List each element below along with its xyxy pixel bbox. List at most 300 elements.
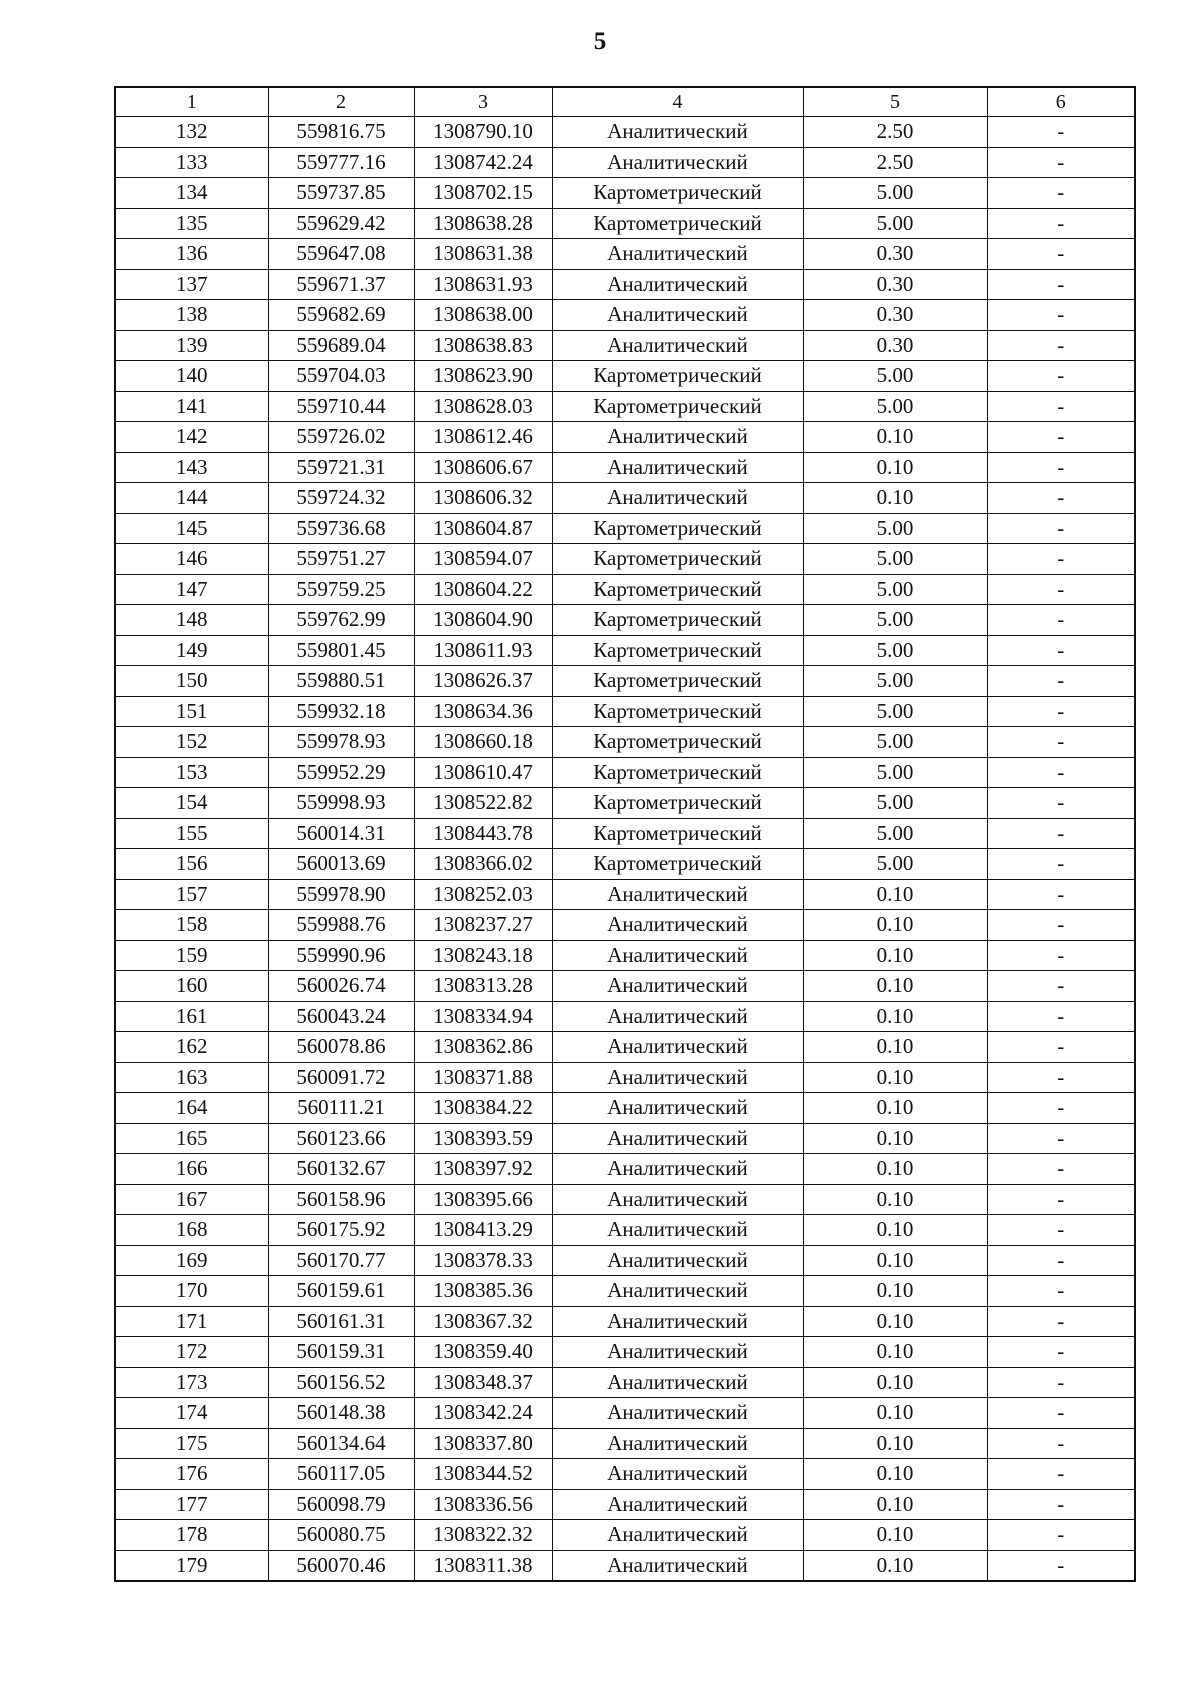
table-cell: -	[987, 1184, 1135, 1215]
table-row	[115, 696, 1135, 727]
table-cell: 560175.92	[268, 1215, 414, 1246]
table-cell: -	[987, 361, 1135, 392]
table-cell: Картометрический	[552, 208, 803, 239]
column-header: 2	[268, 87, 414, 117]
table-cell: 143	[115, 452, 268, 483]
table-cell: Аналитический	[552, 910, 803, 941]
table-cell: 0.10	[803, 483, 987, 514]
table-cell: -	[987, 1154, 1135, 1185]
table-cell: Картометрический	[552, 391, 803, 422]
table-cell: 1308631.93	[414, 269, 552, 300]
table-row	[115, 117, 1135, 148]
table-row	[115, 300, 1135, 331]
table-cell: Картометрический	[552, 788, 803, 819]
table-cell: Аналитический	[552, 940, 803, 971]
table-cell: 163	[115, 1062, 268, 1093]
table-cell: 559671.37	[268, 269, 414, 300]
table-cell: Картометрический	[552, 818, 803, 849]
table-cell: Картометрический	[552, 178, 803, 209]
table-cell: 5.00	[803, 574, 987, 605]
table-cell: Аналитический	[552, 483, 803, 514]
table-cell: 0.30	[803, 239, 987, 270]
table-cell: Аналитический	[552, 117, 803, 148]
table-cell: 559880.51	[268, 666, 414, 697]
table-cell: 0.30	[803, 269, 987, 300]
table-cell: -	[987, 391, 1135, 422]
table-cell: 0.10	[803, 1276, 987, 1307]
table-cell: 158	[115, 910, 268, 941]
table-cell: Аналитический	[552, 1520, 803, 1551]
table-cell: 559629.42	[268, 208, 414, 239]
table-cell: Картометрический	[552, 513, 803, 544]
column-header: 6	[987, 87, 1135, 117]
table-cell: 160	[115, 971, 268, 1002]
table-row	[115, 1184, 1135, 1215]
column-header: 5	[803, 87, 987, 117]
table-cell: 150	[115, 666, 268, 697]
table-cell: 178	[115, 1520, 268, 1551]
table-cell: Аналитический	[552, 1459, 803, 1490]
table-cell: 1308522.82	[414, 788, 552, 819]
table-cell: 560161.31	[268, 1306, 414, 1337]
table-cell: Аналитический	[552, 452, 803, 483]
table-cell: 1308742.24	[414, 147, 552, 178]
table-cell: 174	[115, 1398, 268, 1429]
table-cell: 0.10	[803, 1550, 987, 1581]
table-cell: -	[987, 544, 1135, 575]
table-cell: -	[987, 330, 1135, 361]
table-cell: -	[987, 1428, 1135, 1459]
table-cell: Аналитический	[552, 269, 803, 300]
table-cell: 5.00	[803, 818, 987, 849]
table-cell: 1308337.80	[414, 1428, 552, 1459]
table-cell: -	[987, 1459, 1135, 1490]
table-row	[115, 849, 1135, 880]
table-row	[115, 1245, 1135, 1276]
table-row	[115, 1398, 1135, 1429]
table-cell: 5.00	[803, 727, 987, 758]
table-cell: -	[987, 1215, 1135, 1246]
table-cell: 173	[115, 1367, 268, 1398]
table-cell: 1308344.52	[414, 1459, 552, 1490]
table-cell: 1308638.83	[414, 330, 552, 361]
table-row	[115, 1032, 1135, 1063]
table-row	[115, 940, 1135, 971]
table-cell: 172	[115, 1337, 268, 1368]
table-cell: 560123.66	[268, 1123, 414, 1154]
table-cell: 164	[115, 1093, 268, 1124]
table-cell: 155	[115, 818, 268, 849]
table-cell: -	[987, 757, 1135, 788]
table-cell: Аналитический	[552, 1184, 803, 1215]
table-cell: 559737.85	[268, 178, 414, 209]
table-row	[115, 269, 1135, 300]
table-cell: 559932.18	[268, 696, 414, 727]
table-cell: 559978.90	[268, 879, 414, 910]
table-cell: 151	[115, 696, 268, 727]
table-row	[115, 1154, 1135, 1185]
table-row	[115, 1367, 1135, 1398]
table-cell: Аналитический	[552, 1032, 803, 1063]
table-cell: 1308604.90	[414, 605, 552, 636]
table-row	[115, 1306, 1135, 1337]
table-cell: -	[987, 1245, 1135, 1276]
table-cell: 149	[115, 635, 268, 666]
table-cell: 560026.74	[268, 971, 414, 1002]
table-cell: -	[987, 574, 1135, 605]
table-row	[115, 391, 1135, 422]
table-cell: -	[987, 910, 1135, 941]
table-row	[115, 1215, 1135, 1246]
table-cell: 0.10	[803, 1489, 987, 1520]
table-cell: 0.10	[803, 940, 987, 971]
table-cell: 559704.03	[268, 361, 414, 392]
table-cell: 5.00	[803, 849, 987, 880]
table-cell: 559647.08	[268, 239, 414, 270]
table-cell: 156	[115, 849, 268, 880]
table-cell: Картометрический	[552, 574, 803, 605]
table-cell: 135	[115, 208, 268, 239]
table-cell: 559816.75	[268, 117, 414, 148]
table-cell: -	[987, 1062, 1135, 1093]
table-row	[115, 1093, 1135, 1124]
table-cell: 559978.93	[268, 727, 414, 758]
table-cell: Аналитический	[552, 1367, 803, 1398]
table-cell: 560132.67	[268, 1154, 414, 1185]
table-cell: 153	[115, 757, 268, 788]
table-cell: 2.50	[803, 147, 987, 178]
table-cell: 0.10	[803, 879, 987, 910]
table-cell: 0.10	[803, 971, 987, 1002]
table-cell: Аналитический	[552, 1276, 803, 1307]
table-cell: Аналитический	[552, 300, 803, 331]
coordinates-table	[114, 86, 1136, 1582]
table-cell: -	[987, 1398, 1135, 1429]
table-row	[115, 727, 1135, 758]
table-cell: 5.00	[803, 666, 987, 697]
table-cell: 560158.96	[268, 1184, 414, 1215]
table-cell: -	[987, 605, 1135, 636]
table-row	[115, 330, 1135, 361]
table-cell: 1308252.03	[414, 879, 552, 910]
table-cell: Аналитический	[552, 330, 803, 361]
table-cell: 0.30	[803, 300, 987, 331]
table-cell: -	[987, 1520, 1135, 1551]
table-cell: 5.00	[803, 788, 987, 819]
table-cell: -	[987, 178, 1135, 209]
table-cell: -	[987, 300, 1135, 331]
table-row	[115, 1428, 1135, 1459]
table-cell: Аналитический	[552, 1093, 803, 1124]
table-cell: -	[987, 1306, 1135, 1337]
table-cell: 560159.61	[268, 1276, 414, 1307]
table-row	[115, 1337, 1135, 1368]
table-cell: 1308604.22	[414, 574, 552, 605]
table-cell: 161	[115, 1001, 268, 1032]
table-cell: -	[987, 1276, 1135, 1307]
table-cell: 560043.24	[268, 1001, 414, 1032]
table-cell: -	[987, 696, 1135, 727]
table-cell: 0.10	[803, 452, 987, 483]
table-cell: 1308362.86	[414, 1032, 552, 1063]
table-row	[115, 483, 1135, 514]
table-row	[115, 1459, 1135, 1490]
table-cell: 1308243.18	[414, 940, 552, 971]
table-cell: Аналитический	[552, 1245, 803, 1276]
table-cell: 560070.46	[268, 1550, 414, 1581]
table-cell: 147	[115, 574, 268, 605]
table-cell: 167	[115, 1184, 268, 1215]
table-cell: -	[987, 1001, 1135, 1032]
table-cell: -	[987, 727, 1135, 758]
table-cell: -	[987, 940, 1135, 971]
table-cell: 140	[115, 361, 268, 392]
table-cell: -	[987, 1550, 1135, 1581]
table-cell: Картометрический	[552, 696, 803, 727]
table-cell: 170	[115, 1276, 268, 1307]
table-row	[115, 1001, 1135, 1032]
table-cell: 560134.64	[268, 1428, 414, 1459]
table-cell: 0.10	[803, 1367, 987, 1398]
table-cell: Аналитический	[552, 239, 803, 270]
table-cell: 559952.29	[268, 757, 414, 788]
table-cell: 1308348.37	[414, 1367, 552, 1398]
table-cell: 1308342.24	[414, 1398, 552, 1429]
table-cell: 0.10	[803, 1032, 987, 1063]
table-cell: 559689.04	[268, 330, 414, 361]
table-cell: 1308638.00	[414, 300, 552, 331]
table-cell: 1308359.40	[414, 1337, 552, 1368]
table-cell: 0.10	[803, 1093, 987, 1124]
table-cell: Аналитический	[552, 1215, 803, 1246]
table-cell: -	[987, 879, 1135, 910]
table-cell: 560014.31	[268, 818, 414, 849]
table-cell: -	[987, 1093, 1135, 1124]
table-cell: Картометрический	[552, 605, 803, 636]
table-cell: -	[987, 849, 1135, 880]
table-cell: Аналитический	[552, 1398, 803, 1429]
table-cell: 5.00	[803, 757, 987, 788]
table-cell: -	[987, 422, 1135, 453]
table-cell: Аналитический	[552, 1001, 803, 1032]
table-cell: 0.10	[803, 910, 987, 941]
table-cell: 0.10	[803, 1459, 987, 1490]
table-cell: 0.10	[803, 1215, 987, 1246]
table-row	[115, 452, 1135, 483]
table-cell: -	[987, 971, 1135, 1002]
table-cell: 560111.21	[268, 1093, 414, 1124]
table-cell: 1308628.03	[414, 391, 552, 422]
column-header: 3	[414, 87, 552, 117]
table-cell: -	[987, 1489, 1135, 1520]
column-header: 1	[115, 87, 268, 117]
table-cell: 1308313.28	[414, 971, 552, 1002]
table-cell: 176	[115, 1459, 268, 1490]
table-row	[115, 574, 1135, 605]
table-cell: 560013.69	[268, 849, 414, 880]
table-row	[115, 605, 1135, 636]
table-cell: 559759.25	[268, 574, 414, 605]
table-cell: 1308237.27	[414, 910, 552, 941]
table-cell: Картометрический	[552, 361, 803, 392]
table-cell: 144	[115, 483, 268, 514]
table-cell: 559682.69	[268, 300, 414, 331]
table-cell: 139	[115, 330, 268, 361]
table-cell: 1308626.37	[414, 666, 552, 697]
table-cell: 1308393.59	[414, 1123, 552, 1154]
table-cell: 1308384.22	[414, 1093, 552, 1124]
table-cell: 0.10	[803, 1398, 987, 1429]
table-cell: 0.10	[803, 1245, 987, 1276]
table-cell: 132	[115, 117, 268, 148]
table-cell: Аналитический	[552, 1154, 803, 1185]
table-cell: 142	[115, 422, 268, 453]
table-row	[115, 361, 1135, 392]
table-row	[115, 1123, 1135, 1154]
table-row	[115, 910, 1135, 941]
table-cell: 5.00	[803, 208, 987, 239]
table-cell: 1308631.38	[414, 239, 552, 270]
page-number: 5	[593, 28, 607, 55]
table-cell: Аналитический	[552, 1306, 803, 1337]
table-cell: 1308413.29	[414, 1215, 552, 1246]
table-cell: 560080.75	[268, 1520, 414, 1551]
table-cell: -	[987, 1367, 1135, 1398]
table-cell: 560078.86	[268, 1032, 414, 1063]
table-row	[115, 1489, 1135, 1520]
table-cell: 0.10	[803, 1154, 987, 1185]
table-cell: 179	[115, 1550, 268, 1581]
table-cell: 1308606.32	[414, 483, 552, 514]
table-row	[115, 635, 1135, 666]
table-cell: 0.10	[803, 1062, 987, 1093]
table-cell: 1308367.32	[414, 1306, 552, 1337]
table-cell: 1308311.38	[414, 1550, 552, 1581]
table-cell: 5.00	[803, 361, 987, 392]
table-body	[115, 117, 1135, 1582]
table-cell: 1308443.78	[414, 818, 552, 849]
table-cell: Аналитический	[552, 1550, 803, 1581]
table-cell: -	[987, 1337, 1135, 1368]
table-cell: 560098.79	[268, 1489, 414, 1520]
table-cell: 0.30	[803, 330, 987, 361]
table-cell: Аналитический	[552, 422, 803, 453]
table-cell: 166	[115, 1154, 268, 1185]
table-row	[115, 178, 1135, 209]
table-cell: 1308634.36	[414, 696, 552, 727]
table-cell: Картометрический	[552, 635, 803, 666]
table-cell: 559736.68	[268, 513, 414, 544]
table-cell: 5.00	[803, 696, 987, 727]
table-cell: 1308395.66	[414, 1184, 552, 1215]
table-cell: 171	[115, 1306, 268, 1337]
table-cell: Картометрический	[552, 727, 803, 758]
table-cell: 559777.16	[268, 147, 414, 178]
table-cell: 136	[115, 239, 268, 270]
table-cell: 559724.32	[268, 483, 414, 514]
table-cell: 145	[115, 513, 268, 544]
table-cell: 1308334.94	[414, 1001, 552, 1032]
table-cell: 157	[115, 879, 268, 910]
table-cell: 1308322.32	[414, 1520, 552, 1551]
table-cell: 5.00	[803, 178, 987, 209]
table-cell: Аналитический	[552, 1337, 803, 1368]
table-cell: 559721.31	[268, 452, 414, 483]
table-cell: 133	[115, 147, 268, 178]
table-cell: 1308702.15	[414, 178, 552, 209]
table-cell: -	[987, 513, 1135, 544]
table-cell: 0.10	[803, 1184, 987, 1215]
table-cell: 146	[115, 544, 268, 575]
table-cell: 1308623.90	[414, 361, 552, 392]
table-row	[115, 147, 1135, 178]
table-cell: Картометрический	[552, 544, 803, 575]
table-cell: 148	[115, 605, 268, 636]
table-cell: 5.00	[803, 605, 987, 636]
table-cell: 559988.76	[268, 910, 414, 941]
table-cell: 1308371.88	[414, 1062, 552, 1093]
table-cell: 0.10	[803, 1123, 987, 1154]
table-cell: 159	[115, 940, 268, 971]
table-cell: 0.10	[803, 1337, 987, 1368]
table-cell: 2.50	[803, 117, 987, 148]
table-cell: 5.00	[803, 391, 987, 422]
table-row	[115, 239, 1135, 270]
table-cell: -	[987, 788, 1135, 819]
table-cell: Аналитический	[552, 1489, 803, 1520]
table-row	[115, 666, 1135, 697]
table-row	[115, 513, 1135, 544]
table-cell: 154	[115, 788, 268, 819]
table-cell: 560091.72	[268, 1062, 414, 1093]
header-row	[115, 87, 1135, 117]
table-cell: 141	[115, 391, 268, 422]
table-row	[115, 788, 1135, 819]
table-cell: 559710.44	[268, 391, 414, 422]
table-row	[115, 971, 1135, 1002]
table-cell: 5.00	[803, 635, 987, 666]
table-cell: 1308610.47	[414, 757, 552, 788]
table-cell: -	[987, 483, 1135, 514]
table-cell: 5.00	[803, 513, 987, 544]
table-cell: 560159.31	[268, 1337, 414, 1368]
table-cell: 0.10	[803, 1428, 987, 1459]
table-cell: -	[987, 1123, 1135, 1154]
table-cell: 1308660.18	[414, 727, 552, 758]
table-cell: -	[987, 818, 1135, 849]
table-cell: 1308612.46	[414, 422, 552, 453]
table-cell: 175	[115, 1428, 268, 1459]
table-cell: 1308604.87	[414, 513, 552, 544]
table-cell: 169	[115, 1245, 268, 1276]
table-cell: 559801.45	[268, 635, 414, 666]
table-cell: 1308366.02	[414, 849, 552, 880]
table-cell: -	[987, 452, 1135, 483]
table-cell: -	[987, 147, 1135, 178]
table-cell: Картометрический	[552, 757, 803, 788]
table-cell: Аналитический	[552, 971, 803, 1002]
table-cell: -	[987, 117, 1135, 148]
table-cell: Аналитический	[552, 1062, 803, 1093]
table-cell: 1308790.10	[414, 117, 552, 148]
table-cell: 1308606.67	[414, 452, 552, 483]
table-cell: -	[987, 269, 1135, 300]
table-cell: 559990.96	[268, 940, 414, 971]
table-cell: 0.10	[803, 422, 987, 453]
table-cell: 1308594.07	[414, 544, 552, 575]
table-cell: 560170.77	[268, 1245, 414, 1276]
table-cell: 1308638.28	[414, 208, 552, 239]
